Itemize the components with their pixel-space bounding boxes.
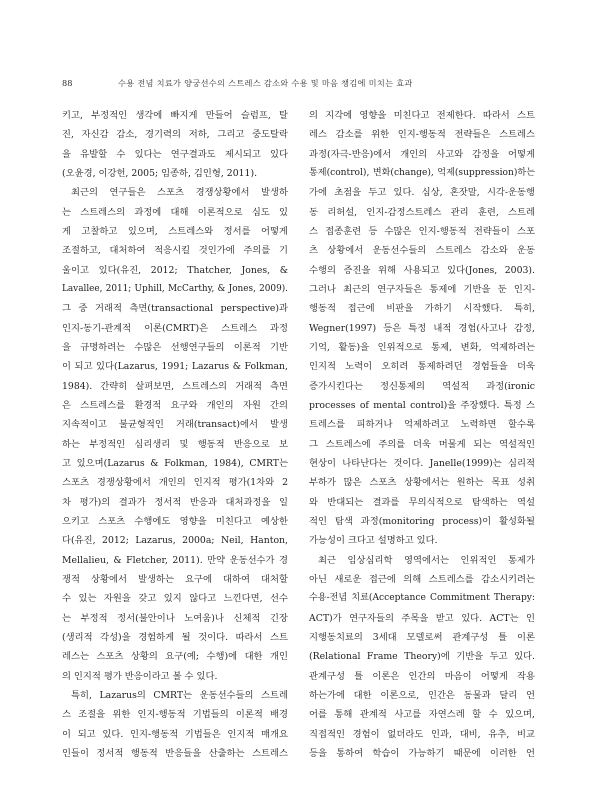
text-line: 관계구성 틀 이론은 인간의 마음이 어떻게 작용 [309,670,535,682]
text-line: 수용-전념 치료(Acceptance Commitment Therapy: [309,593,535,604]
text-line: 키고, 부정적인 생각에 빠지게 만들어 슬럼프, 탈 [62,110,288,121]
text-line: 현상이 나타난다는 것이다. Janelle(1999)는 심리적 [309,457,535,469]
text-line: 가에 초점을 두고 있다. 심상, 혼잣말, 시각-운동행 [309,187,535,199]
text-line: 하는가에 대한 이론으로, 인간은 동물과 달리 언 [309,689,535,701]
text-line: 의 지각에 영향을 미친다고 전제한다. 따라서 스트 [309,110,535,121]
text-line: 조절하고, 대처하여 적응시킬 것인가에 주의를 기 [62,245,288,257]
text-line: 부하가 많은 스포츠 상황에서는 원하는 목표 성취 [309,477,535,489]
text-line: 지속적이고 불균형적인 거래(transact)에서 발생 [62,419,288,431]
text-line: ACT)가 연구자들의 주목을 받고 있다. ACT는 인 [309,612,535,624]
text-line: 하는 부정적인 심리생리 및 행동적 반응으로 보 [62,438,288,450]
text-line: 인지적 노력이 오히려 통제하려던 경험들을 더욱 [309,361,535,373]
text-line: Lavallee, 2011; Uphill, McCarthy, & Jones, 2009). [62,283,288,294]
running-title: 수용 전념 치료가 양궁선수의 스트레스 감소와 수용 및 마음 챙김에 미치는 효과 [118,78,413,88]
right-column [309,106,535,763]
text-line: 다(유진, 2012; Lazarus, 2000a; Neil, Hanton, [62,535,288,547]
text-line: 을 규명하려는 수많은 선행연구들의 이론적 기반 [62,341,288,353]
text-line: 스 접종훈련 등 수많은 인지-행동적 전략들이 스포 [309,225,535,237]
text-line: 이 되고 있다. 인지-행동적 기법들은 인지적 매개요 [62,728,288,740]
text-line: 아닌 새로운 접근에 의해 스트레스를 감소시키려는 [309,573,535,585]
text-line: 쟁적 상황에서 발생하는 요구에 대하여 대처할 [62,573,288,585]
text-line: 등을 통하여 학습이 가능하기 때문에 이러한 언 [309,747,535,759]
text-line: 특히, Lazarus의 CMRT는 운동선수들의 스트레 [71,689,288,701]
text-line: 통제(control), 변화(change), 억제(suppression)하는 [309,167,535,178]
text-line: (오윤경, 이강헌, 2005; 임종하, 김인형, 2011). [62,167,258,179]
text-line: 은 스트레스를 환경적 요구와 개인의 자원 간의 [62,399,288,411]
text-line: 레스 감소를 위한 인지-행동적 전략들은 스트레스 [309,129,535,141]
text-line: processes of mental control)을 주장했다. 특정 스 [309,399,535,411]
text-line: 스포츠 경쟁상황에서 개인의 인지적 평가(1차와 2 [62,477,288,489]
text-line: 가능성이 크다고 설명하고 있다. [309,535,438,547]
text-line: 진, 자신감 감소, 경기력의 저하, 그리고 중도탈락 [62,129,288,141]
text-line: 최근 임상심리학 영역에서는 인위적인 통제가 [318,554,535,566]
text-line: 트레스를 피하거나 억제하려고 노력하면 할수록 [309,419,535,431]
text-line: 지행동치료의 3세대 모델로써 관계구성 틀 이론 [309,631,535,643]
text-line: 수행의 증진을 위해 사용되고 있다(Jones, 2003). [309,264,535,276]
running-header [62,76,536,90]
text-line: 수 있는 자원을 갖고 있지 않다고 느낀다면, 선수 [62,593,288,605]
text-line: Wegner(1997) 등은 특정 내적 경험(사고나 감정, [309,322,535,334]
text-line: 는 부정적 정서(불안이나 노여움)나 신체적 긴장 [62,612,288,624]
text-line: 을 유발할 수 있다는 연구결과도 제시되고 있다 [62,148,288,160]
text-line: 와 반대되는 결과를 무의식적으로 탐색하는 역설 [309,496,535,508]
text-line: 그러나 최근의 연구자들은 통제에 기반을 둔 인지- [309,283,535,295]
text-line: 스 조절을 위한 인지-행동적 기법들의 이론적 배경 [62,709,288,721]
text-line: Mellalieu, & Fletcher, 2011). 만약 운동선수가 경 [62,554,288,566]
text-line: 는 스트레스의 과정에 대해 이론적으로 심도 있 [62,206,288,218]
text-line: 차 평가)의 결과가 정서적 반응과 대처과정을 일 [62,496,288,508]
text-line: 동 리허설, 인지-감정스트레스 관리 훈련, 스트레 [309,206,535,218]
text-line: 행동적 접근에 비판을 가하기 시작했다. 특히, [309,303,535,315]
text-line: 그 중 거래적 측면(transactional perspective)과 [62,303,288,315]
text-line: 울이고 있다(유진, 2012; Thatcher, Jones, & [62,264,288,276]
text-line: 츠 상황에서 운동선수들의 스트레스 감소와 운동 [309,245,535,257]
text-line: 기억, 활동)을 인위적으로 통제, 변화, 억제하려는 [309,341,535,353]
page-number: 88 [62,78,73,88]
text-line: 어를 통해 관계적 사고를 자연스레 할 수 있으며, [309,709,535,721]
text-line: 고 있으며(Lazarus & Folkman, 1984), CMRT는 [62,457,288,469]
text-line: 적인 탐색 과정(monitoring process)이 활성화될 [309,515,535,527]
text-line: 레스는 스포츠 상황의 요구(예; 수행)에 대한 개인 [62,651,288,663]
text-line: 인지-동기-관계적 이론(CMRT)은 스트레스 과정 [62,322,288,334]
text-line: 최근의 연구들은 스포츠 경쟁상황에서 발생하 [71,187,288,199]
text-line: 1984). 간략히 살펴보면, 스트레스의 거래적 측면 [62,380,288,392]
text-line: 게 고찰하고 있으며, 스트레스와 정서를 어떻게 [62,225,288,237]
text-line: 과정(자극-반응)에서 개인의 사고와 감정을 어떻게 [309,148,535,160]
text-line: 이 되고 있다(Lazarus, 1991; Lazarus & Folkman, [62,361,288,373]
text-line: (생리적 각성)을 경험하게 될 것이다. 따라서 스트 [62,631,288,643]
text-line: 증가시킨다는 정신통제의 역설적 과정(ironic [309,380,535,392]
text-line: 그 스트레스에 주의를 더욱 머물게 되는 역설적인 [309,438,535,450]
text-line: 의 인지적 평가 반응이라고 볼 수 있다. [62,670,218,682]
text-line: (Relational Frame Theory)에 기반을 두고 있다. [309,651,535,663]
text-line: 직접적인 경험이 없더라도 인과, 대비, 유추, 비교 [309,728,535,740]
left-column [62,106,288,763]
text-line: 으키고 스포츠 수행에도 영향을 미친다고 예상한 [62,515,288,527]
text-line: 인들이 정서적 행동적 반응들을 산출하는 스트레스 [62,747,288,759]
